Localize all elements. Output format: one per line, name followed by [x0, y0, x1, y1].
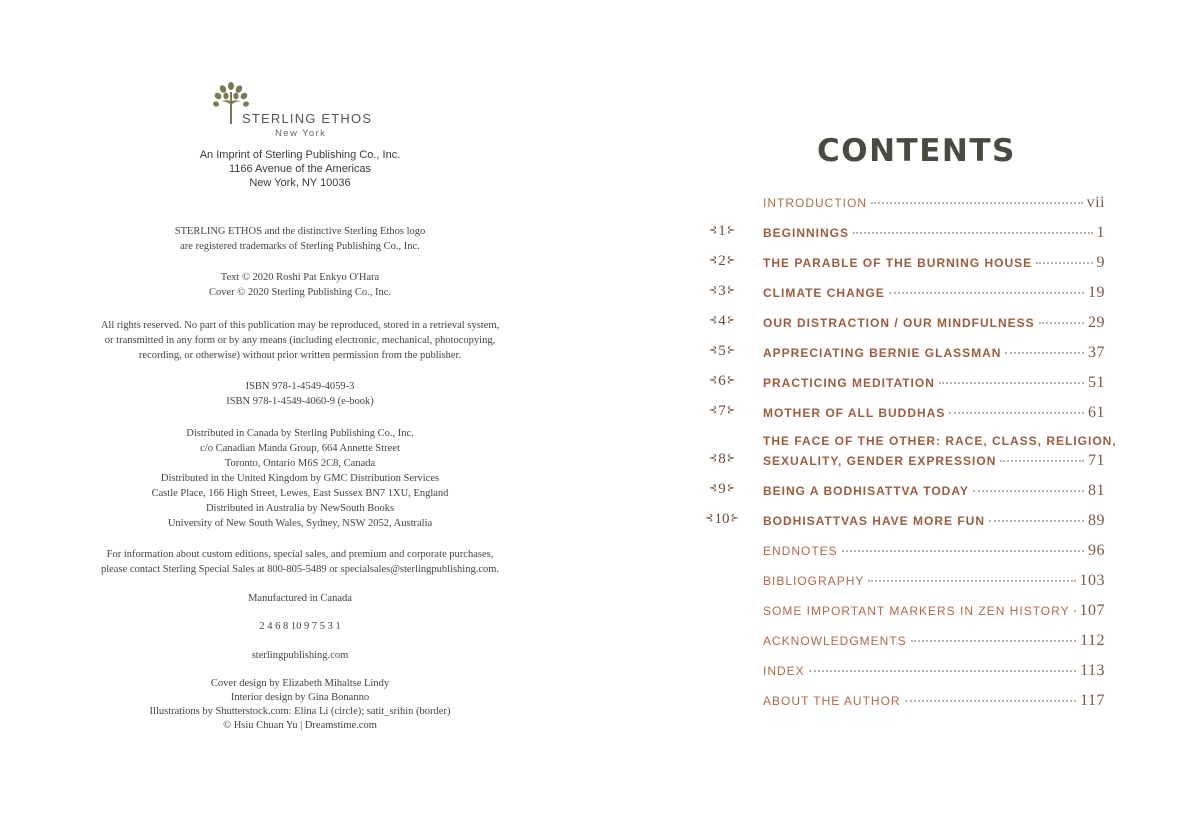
special-sales-block [60, 547, 540, 577]
contents-title: CONTENTS [817, 133, 1016, 169]
page-number: 107 [1079, 602, 1105, 619]
ornament-right-icon: ⊱ [726, 345, 736, 356]
toc-title: ABOUT THE AUTHOR [763, 694, 901, 708]
chapter-number-text: 2 [718, 253, 726, 269]
toc-entry[interactable] [600, 224, 1200, 244]
ornament-left-icon: ⊰ [708, 255, 718, 266]
toc-line [763, 374, 1105, 392]
toc-entry[interactable] [600, 572, 1200, 592]
toc-line [763, 482, 1105, 500]
toc-title: SEXUALITY, GENDER EXPRESSION [763, 454, 997, 468]
toc-line [763, 692, 1105, 710]
chapter-number-text: 4 [718, 313, 726, 329]
toc-title: APPRECIATING BERNIE GLASSMAN [763, 346, 1002, 360]
page-number: 9 [1096, 254, 1105, 271]
ornament-right-icon: ⊱ [726, 375, 736, 386]
distribution-line: Castle Place, 166 High Street, Lewes, East Sussex BN7 1XU, England [151, 488, 449, 499]
distribution-line: c/o Canadian Manda Group, 664 Annette Street [200, 443, 400, 454]
dot-leader [868, 580, 1075, 582]
chapter-number [704, 283, 740, 300]
rights-notice [60, 318, 540, 363]
toc-line [763, 194, 1105, 212]
toc-line [763, 662, 1105, 680]
credits-line: Illustrations by Shutterstock.com: Elina Li (circle); satit_srihin (border) [149, 706, 451, 717]
chapter-number [704, 223, 740, 240]
rights-line: All rights reserved. No part of this publication may be reproduced, stored in a retrieval system, [100, 320, 500, 331]
dot-leader [842, 550, 1084, 552]
chapter-number-text: 10 [714, 511, 730, 527]
page-number: 96 [1088, 542, 1105, 559]
rights-line: recording, or otherwise) without prior written permission from the publisher. [138, 350, 462, 361]
imprint-line: New York, NY 10036 [249, 177, 351, 189]
dot-leader [989, 520, 1084, 522]
toc-line [763, 602, 1105, 620]
chapter-number [704, 313, 740, 330]
logo-name: STERLING ETHOS [242, 111, 373, 126]
page-number: 29 [1088, 314, 1105, 331]
toc-title-line1: THE FACE OF THE OTHER: RACE, CLASS, RELIGION, [763, 434, 1117, 448]
logo-city: New York [275, 128, 327, 139]
toc-entry[interactable] [600, 662, 1200, 682]
page-number: 61 [1088, 404, 1105, 421]
ornament-right-icon: ⊱ [730, 513, 739, 524]
page-number: 19 [1088, 284, 1105, 301]
ornament-left-icon: ⊰ [708, 315, 718, 326]
credits-block [60, 677, 540, 733]
dot-leader [939, 382, 1084, 384]
dot-leader [853, 232, 1092, 234]
page-number: 51 [1088, 374, 1105, 391]
toc-line [763, 314, 1105, 332]
ornament-left-icon: ⊰ [708, 405, 718, 416]
toc-entry[interactable] [600, 194, 1200, 214]
dot-leader [809, 670, 1076, 672]
ornament-right-icon: ⊱ [726, 483, 736, 494]
toc-entry[interactable] [600, 254, 1200, 274]
chapter-number-text: 9 [718, 481, 726, 497]
page-number: 71 [1088, 452, 1105, 469]
distribution-line: Distributed in Australia by NewSouth Books [205, 503, 395, 514]
imprint-line: 1166 Avenue of the Americas [228, 163, 372, 175]
dot-leader [1074, 610, 1076, 612]
toc-title: MOTHER OF ALL BUDDHAS [763, 406, 946, 420]
ornament-right-icon: ⊱ [726, 255, 736, 266]
dot-leader [1039, 322, 1084, 324]
imprint-address [100, 148, 500, 190]
toc-entry[interactable] [600, 434, 1200, 472]
toc-line [763, 512, 1105, 530]
distribution-line: Distributed in the United Kingdom by GMC Distribution Services [160, 473, 440, 484]
chapter-number-text: 1 [718, 223, 726, 239]
distribution-block [60, 426, 540, 531]
distribution-line: University of New South Wales, Sydney, NSW 2052, Australia [167, 518, 433, 529]
dot-leader [1000, 460, 1084, 462]
toc-entry[interactable] [600, 632, 1200, 652]
website-line: sterlingpublishing.com [251, 650, 349, 661]
chapter-number-text: 7 [718, 403, 726, 419]
ornament-left-icon: ⊰ [708, 453, 718, 464]
copyright-notice [60, 270, 540, 300]
toc-title: CLIMATE CHANGE [763, 286, 885, 300]
toc-line [763, 572, 1105, 590]
ornament-left-icon: ⊰ [708, 285, 718, 296]
isbn-line: ISBN 978-1-4549-4060-9 (e-book) [226, 396, 374, 407]
toc-line [763, 224, 1105, 242]
toc-line [763, 344, 1105, 362]
page-number: 89 [1088, 512, 1105, 529]
chapter-number [704, 481, 740, 498]
toc-entry[interactable] [600, 284, 1200, 304]
ornament-right-icon: ⊱ [726, 405, 736, 416]
isbn-line: ISBN 978-1-4549-4059-3 [245, 381, 355, 392]
chapter-number [704, 373, 740, 390]
page-number: 37 [1088, 344, 1105, 361]
ornament-right-icon: ⊱ [726, 225, 736, 236]
dot-leader [911, 640, 1076, 642]
toc-line [763, 632, 1105, 650]
toc-line [763, 284, 1105, 302]
toc-title: THE PARABLE OF THE BURNING HOUSE [763, 256, 1033, 270]
dot-leader [949, 412, 1084, 414]
chapter-number-text: 6 [718, 373, 726, 389]
dot-leader [889, 292, 1084, 294]
toc-line [763, 452, 1105, 470]
trademark-line: STERLING ETHOS and the distinctive Sterling Ethos logo [174, 226, 426, 237]
toc-title: OUR DISTRACTION / OUR MINDFULNESS [763, 316, 1035, 330]
isbn-block [60, 379, 540, 409]
toc-line [763, 542, 1105, 560]
imprint-line: An Imprint of Sterling Publishing Co., Inc. [199, 149, 401, 161]
rights-line: or transmitted in any form or by any means (including electronic, mechanical, photocopying, [104, 335, 496, 346]
page-number: 112 [1080, 632, 1105, 649]
toc-title: INDEX [763, 664, 805, 678]
toc-entry[interactable] [600, 692, 1200, 712]
chapter-number [704, 343, 740, 360]
ornament-left-icon: ⊰ [705, 513, 714, 524]
toc-title: BIBLIOGRAPHY [763, 574, 865, 588]
chapter-number [704, 451, 740, 468]
ornament-right-icon: ⊱ [726, 315, 736, 326]
ornament-left-icon: ⊰ [708, 225, 718, 236]
dot-leader [871, 202, 1083, 204]
manufactured-line: Manufactured in Canada [248, 593, 352, 604]
dot-leader [1005, 352, 1084, 354]
toc-entry[interactable] [600, 602, 1200, 622]
toc-title: ACKNOWLEDGMENTS [763, 634, 907, 648]
toc-entry[interactable] [600, 404, 1200, 424]
print-line: 2 4 6 8 10 9 7 5 3 1 [259, 621, 341, 632]
page-number: 103 [1079, 572, 1105, 589]
dot-leader [1036, 262, 1092, 264]
contents-page [600, 0, 1200, 840]
ornament-left-icon: ⊰ [708, 375, 718, 386]
chapter-number-text: 8 [718, 451, 726, 467]
toc-line [763, 254, 1105, 272]
page-number: 81 [1088, 482, 1105, 499]
toc-entry[interactable] [600, 512, 1200, 532]
credits-line: © Hsiu Chuan Yu | Dreamstime.com [223, 720, 377, 731]
publisher-logo [212, 80, 382, 140]
ornament-left-icon: ⊰ [708, 345, 718, 356]
page-number: 117 [1080, 692, 1105, 709]
toc-entry[interactable] [600, 344, 1200, 364]
toc-title: INTRODUCTION [763, 196, 867, 210]
chapter-number [704, 253, 740, 270]
toc-title: BODHISATTVAS HAVE MORE FUN [763, 514, 986, 528]
sales-line: For information about custom editions, special sales, and premium and corporate purchases, [106, 549, 494, 560]
toc-title: BEING A BODHISATTVA TODAY [763, 484, 969, 498]
ornament-right-icon: ⊱ [726, 453, 736, 464]
dot-leader [905, 700, 1077, 702]
copyright-line: Text © 2020 Roshi Pat Enkyo O'Hara [220, 272, 380, 283]
chapter-number [704, 511, 740, 528]
toc-title: PRACTICING MEDITATION [763, 376, 935, 390]
chapter-number [704, 403, 740, 420]
page-number: 113 [1080, 662, 1105, 679]
ornament-right-icon: ⊱ [726, 285, 736, 296]
credits-line: Interior design by Gina Bonanno [230, 692, 370, 703]
dot-leader [973, 490, 1084, 492]
distribution-line: Distributed in Canada by Sterling Publishing Co., Inc. [186, 428, 414, 439]
ornament-left-icon: ⊰ [708, 483, 718, 494]
toc-entry[interactable] [600, 542, 1200, 562]
trademark-line: are registered trademarks of Sterling Publishing Co., Inc. [180, 241, 420, 252]
sales-line: please contact Sterling Special Sales at 800-805-5489 or specialsales@sterlingpublishing.com. [100, 564, 500, 575]
chapter-number-text: 3 [718, 283, 726, 299]
page-number: 1 [1096, 224, 1105, 241]
toc-title: SOME IMPORTANT MARKERS IN ZEN HISTORY [763, 604, 1070, 618]
distribution-line: Toronto, Ontario M6S 2C8, Canada [224, 458, 376, 469]
toc-entry[interactable] [600, 482, 1200, 502]
chapter-number-text: 5 [718, 343, 726, 359]
trademark-notice [60, 224, 540, 254]
toc-entry[interactable] [600, 314, 1200, 334]
toc-title: BEGINNINGS [763, 226, 850, 240]
toc-entry[interactable] [600, 374, 1200, 394]
credits-line: Cover design by Elizabeth Mihaltse Lindy [210, 678, 390, 689]
page-number: vii [1086, 194, 1105, 211]
toc-line [763, 404, 1105, 422]
toc-title: ENDNOTES [763, 544, 838, 558]
copyright-line: Cover © 2020 Sterling Publishing Co., Inc. [208, 287, 392, 298]
